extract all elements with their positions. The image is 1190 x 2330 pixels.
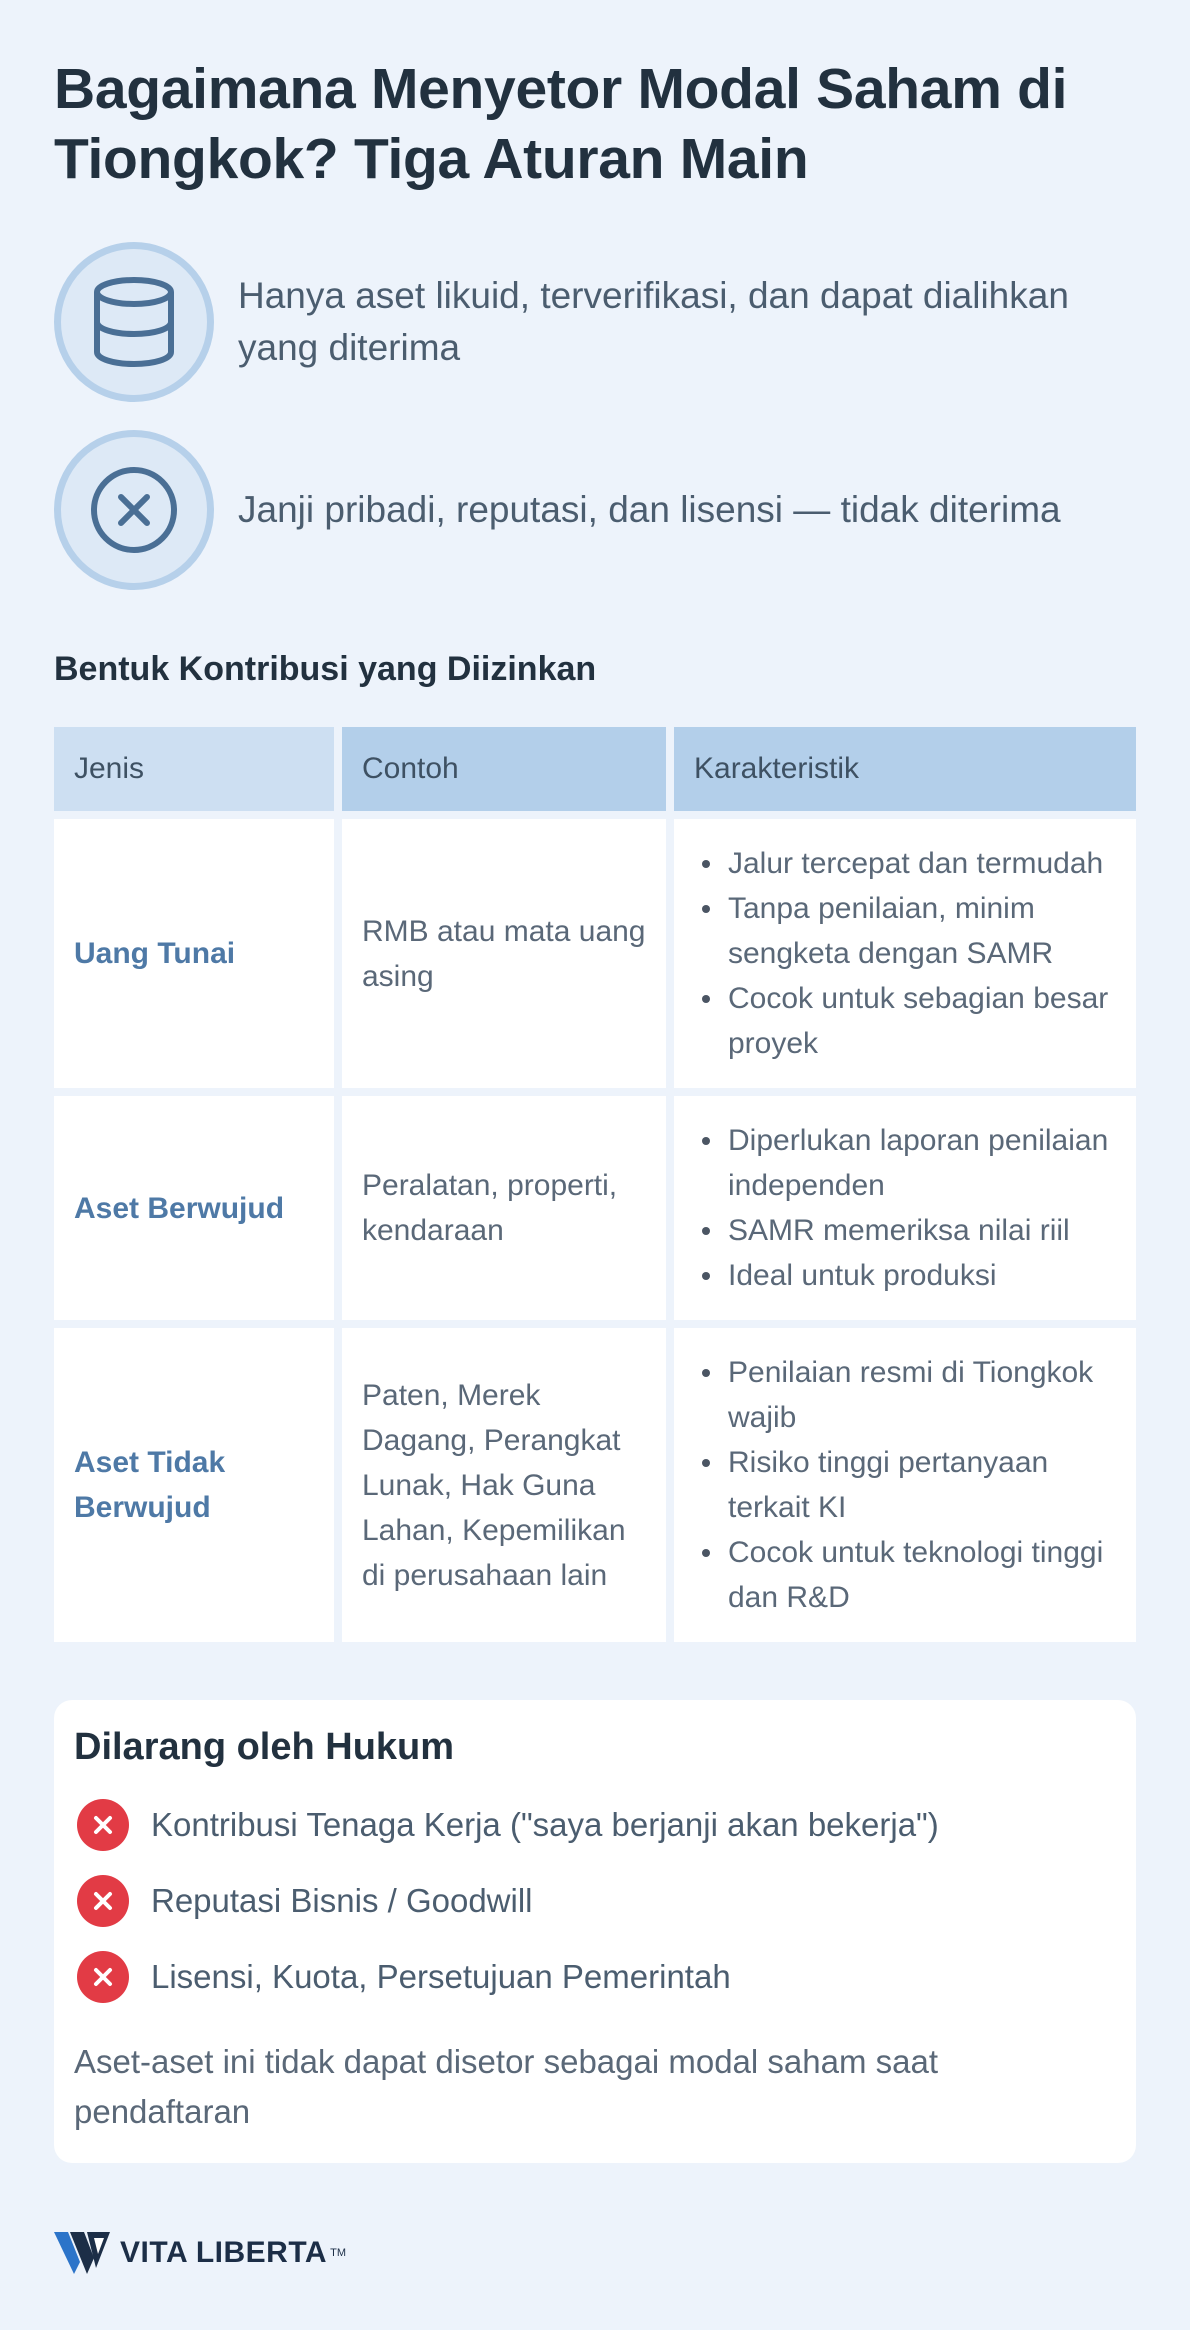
contribution-table [46,719,1144,1650]
cell-jenis: Aset Berwujud [54,1096,334,1320]
rule-rejected [54,430,1136,590]
column-header-contoh: Contoh [342,727,666,811]
cell-karakteristik [674,819,1136,1088]
brand-name: VITA LIBERTA [120,2236,328,2269]
prohibited-title: Dilarang oleh Hukum [74,1726,455,1768]
cell-jenis: Uang Tunai [54,819,334,1088]
x-circle-icon [89,465,179,555]
prohibited-item-label: Lisensi, Kuota, Persetujuan Pemerintah [151,1958,731,1995]
prohibited-item-label: Reputasi Bisnis / Goodwill [151,1882,533,1919]
prohibited-item-label: Kontribusi Tenaga Kerja ("saya berjanji akan bekerja") [151,1806,939,1843]
trademark-mark: TM [330,2247,346,2259]
column-header-jenis: Jenis [54,727,334,811]
prohibited-item [74,1799,1116,1851]
bullet-item: Cocok untuk sebagian besar proyek [694,976,1116,1066]
table-row [54,1096,1136,1320]
rule-text: Hanya aset likuid, terverifikasi, dan dapat dialihkan yang diterima [238,275,1069,368]
cell-karakteristik [674,1096,1136,1320]
prohibited-note: Aset-aset ini tidak dapat disetor sebagai modal saham saat pendaftaran [74,2043,938,2130]
prohibited-item [74,1951,1116,2003]
rule-icon-circle [54,430,214,590]
bullet-item: SAMR memeriksa nilai riil [694,1208,1116,1253]
table-row [54,1328,1136,1642]
bullet-item: Cocok untuk teknologi tinggi dan R&D [694,1530,1116,1620]
x-circle-icon [77,1799,129,1851]
prohibited-card [54,1700,1136,2163]
cell-contoh: RMB atau mata uang asing [342,819,666,1088]
bullet-item: Ideal untuk produksi [694,1253,1116,1298]
cell-karakteristik [674,1328,1136,1642]
x-circle-icon [77,1951,129,2003]
table-title: Bentuk Kontribusi yang Diizinkan [54,650,597,688]
infographic [54,54,1136,2163]
rule-icon-circle [54,242,214,402]
cell-contoh: Paten, Merek Dagang, Perangkat Lunak, Hak Guna Lahan, Kepemilikan di perusahaan lain [342,1328,666,1642]
cell-jenis: Aset Tidak Berwujud [54,1328,334,1642]
bullet-item: Jalur tercepat dan termudah [694,841,1116,886]
bullet-item: Tanpa penilaian, minim sengketa dengan SAMR [694,886,1116,976]
bullet-item: Diperlukan laporan penilaian independen [694,1118,1116,1208]
table-row [54,819,1136,1088]
brand-logo [54,2232,346,2274]
bullet-item: Risiko tinggi pertanyaan terkait KI [694,1440,1116,1530]
table-header-row [54,727,1136,811]
rule-accepted [54,242,1136,402]
database-icon [91,276,177,368]
logo-mark-icon [54,2232,110,2274]
prohibited-item [74,1875,1116,1927]
cell-contoh: Peralatan, properti, kendaraan [342,1096,666,1320]
rule-text: Janji pribadi, reputasi, dan lisensi — tidak diterima [238,489,1061,530]
bullet-item: Penilaian resmi di Tiongkok wajib [694,1350,1116,1440]
page-title: Bagaimana Menyetor Modal Saham di Tiongkok? Tiga Aturan Main [54,57,1068,191]
column-header-karakteristik: Karakteristik [674,727,1136,811]
x-circle-icon [77,1875,129,1927]
